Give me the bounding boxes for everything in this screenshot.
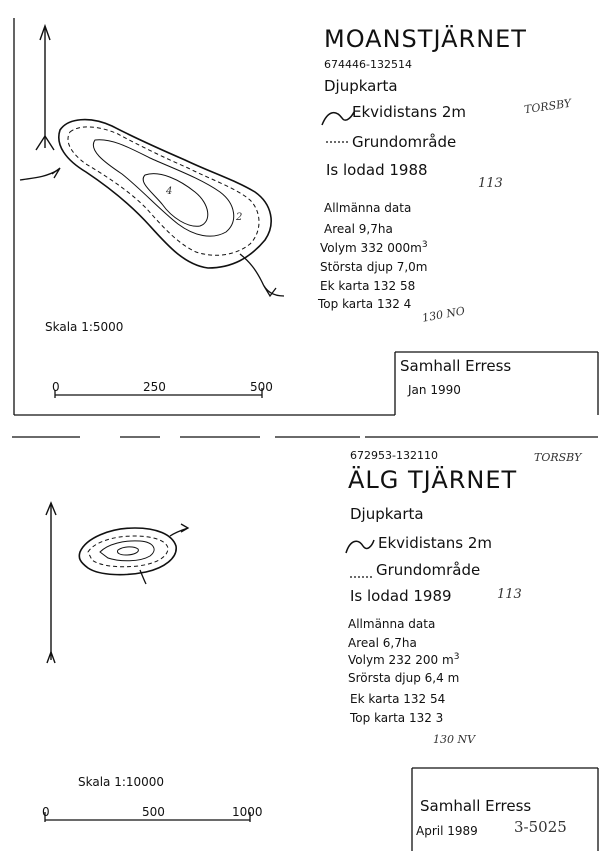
map2-date: April 1989 <box>416 824 478 838</box>
map1-volym: Volym 332 $000m^3$ <box>320 240 428 255</box>
map1-surveyor: Samhall Erress <box>400 357 512 375</box>
map2-skala: Skala 1:10000 <box>78 775 165 789</box>
map1-coords: 674446-132514 <box>324 58 412 71</box>
map2-allmanna-data: Allmänna data <box>348 617 436 631</box>
map2-scale-tick-2: 1000 <box>232 805 263 819</box>
map1-grundomrade: Grundområde <box>352 133 457 151</box>
map1-contour-label-b: 2 <box>236 212 243 223</box>
north-arrow-2 <box>46 503 56 663</box>
map2-coords: 672953-132110 <box>350 449 438 462</box>
north-arrow-1 <box>36 26 54 150</box>
map1-allmanna-data: Allmänna data <box>324 201 412 215</box>
map2-ek-karta: Ek karta 132 54 <box>350 692 446 706</box>
map2-top-note: 130 NV <box>433 733 476 746</box>
map2-volym: Volym 232 200 $m^3$ <box>348 652 460 667</box>
map1-ekvidistans: Ekvidistans 2m <box>352 103 467 121</box>
map1-skala: Skala 1:5000 <box>45 320 124 334</box>
lake-moanstjarnet <box>20 120 284 296</box>
map1-scale-tick-0: 0 <box>52 380 60 394</box>
map2-storsta-djup: Srörsta djup 6,4 m <box>348 671 460 685</box>
map1-storsta-djup: Största djup 7,0m <box>320 260 428 274</box>
map2-is-lodad: Is lodad 1989 <box>350 587 452 605</box>
map1-top-karta: Top karta 132 4 <box>318 297 412 311</box>
lake-algtjarnet <box>79 524 188 584</box>
map2-stamp: 3-5025 <box>514 818 567 836</box>
map1-title: MOANSTJÄRNET <box>324 25 527 53</box>
map1-note-right: TORSBY <box>523 96 573 117</box>
map1-map-type: Djupkarta <box>324 77 398 95</box>
map2-areal: Areal 6,7ha <box>348 636 417 650</box>
map1-areal: Areal 9,7ha <box>324 222 393 236</box>
map2-map-type: Djupkarta <box>350 505 424 523</box>
map1-is-lodad: Is lodad 1988 <box>326 161 428 179</box>
map2-ekvidistans: Ekvidistans 2m <box>378 534 493 552</box>
legend-contour-symbol-2 <box>346 540 374 553</box>
map2-scale-tick-1: 500 <box>142 805 165 819</box>
sheet-frame-top <box>14 18 598 415</box>
map1-scale-tick-1: 250 <box>143 380 166 394</box>
map1-note-num: 113 <box>478 176 503 191</box>
map2-grundomrade: Grundområde <box>376 561 481 579</box>
legend-contour-symbol-1 <box>322 112 354 125</box>
map2-note-right: TORSBY <box>534 451 582 464</box>
map2-surveyor: Samhall Erress <box>420 797 532 815</box>
map1-contour-label-a: 4 <box>166 186 173 197</box>
map1-ek-karta: Ek karta 132 58 <box>320 279 416 293</box>
map2-top-karta: Top karta 132 3 <box>350 711 444 725</box>
map1-top-note: 130 NO <box>421 304 466 325</box>
map2-title: ÄLG TJÄRNET <box>348 466 518 494</box>
map2-note-num: 113 <box>497 587 522 602</box>
map1-scale-tick-2: 500 <box>250 380 273 394</box>
map1-date: Jan 1990 <box>408 383 461 397</box>
map2-scale-tick-0: 0 <box>42 805 50 819</box>
